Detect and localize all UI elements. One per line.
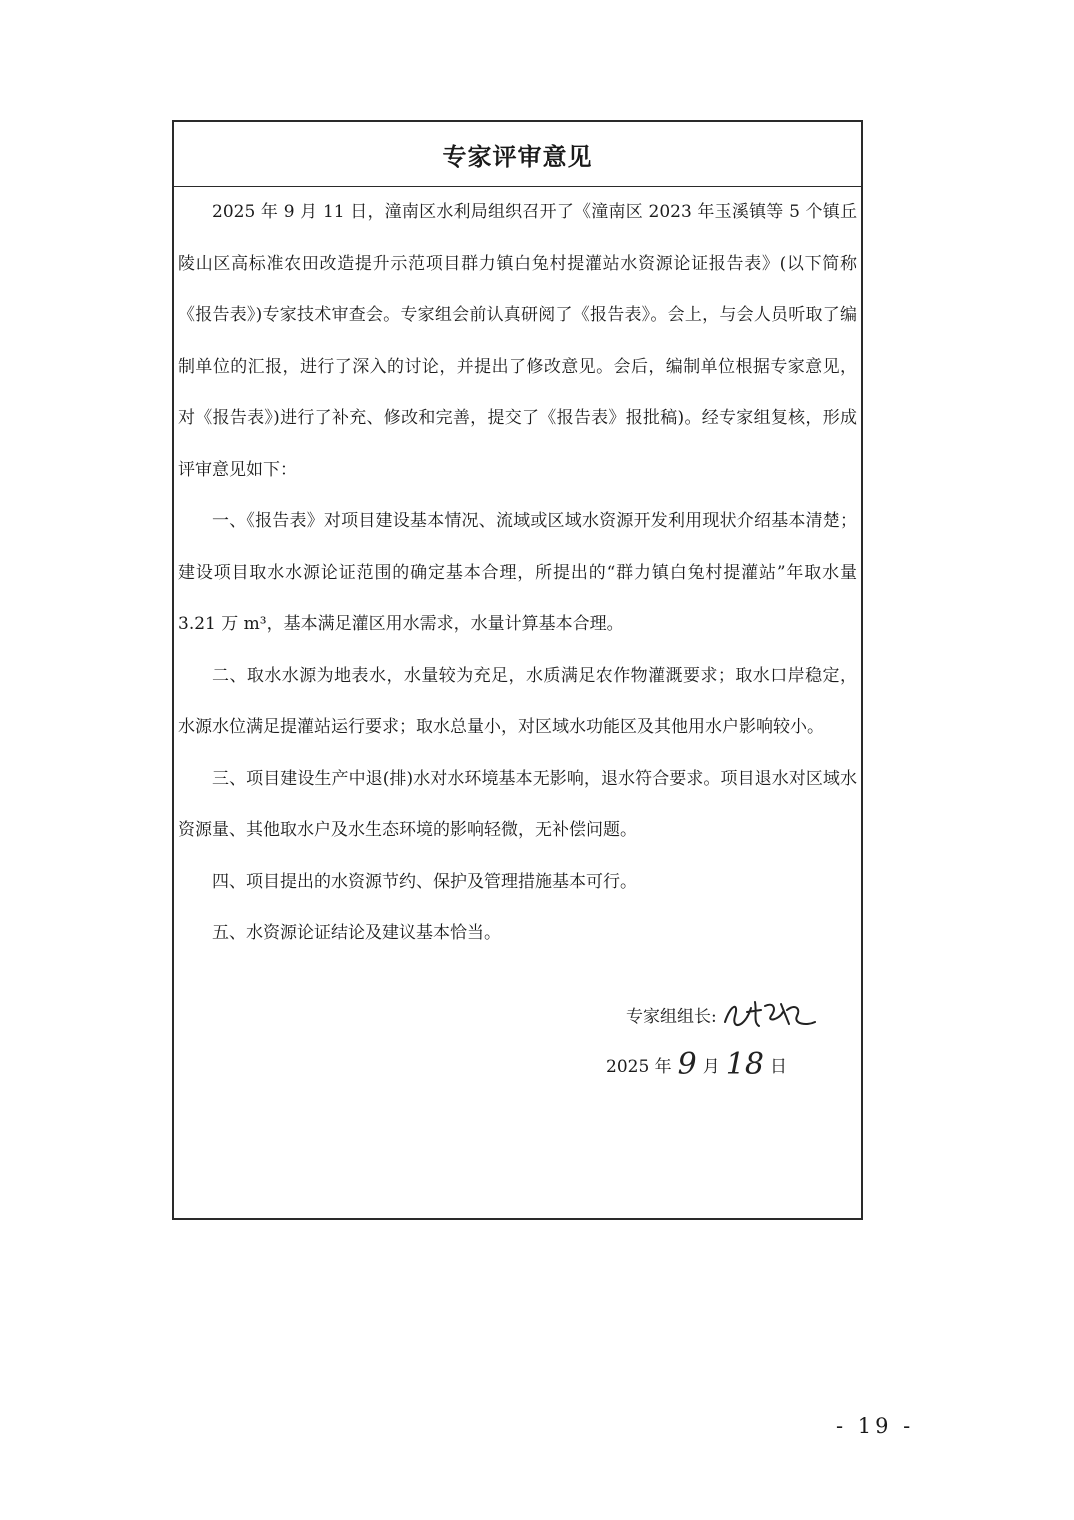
handwritten-signature <box>721 994 817 1034</box>
paragraph-opinion-5: 五、水资源论证结论及建议基本恰当。 <box>212 923 501 943</box>
title-row <box>174 122 861 187</box>
paragraph-opinion-3: 三、项目建设生产中退(排)水对水环境基本无影响，退水符合要求。项目退水对区域水资源量、其他取水户及水生态环境的影响轻微，无补偿问题。 <box>178 768 857 840</box>
date-month-handwritten: 9 <box>677 1046 697 1082</box>
document-title: 专家评审意见 <box>442 142 593 171</box>
date-day-handwritten: 18 <box>725 1046 764 1082</box>
paragraph-intro: 2025 年 9 月 11 日，潼南区水利局组织召开了《潼南区 2023 年玉溪镇等 5 个镇丘陵山区高标准农田改造提升示范项目群力镇白兔村提灌站水资源论证报告表》(以下简称《报告表》)专家技术审查会。专家组会前认真研阅了《报告表》。会上，与会人员听取了编制单位的汇报，进行了深入的讨论，并提出了修改意见。会后，编制单位根据专家意见，对《报告表》)进行了补充、修改和完善，提交了《报告表》报批稿)。经专家组复核，形成评审意见如下： <box>178 202 857 480</box>
page-number: - 19 - <box>836 1414 915 1438</box>
date-line <box>606 1040 787 1088</box>
paragraph-opinion-2: 二、取水水源为地表水，水量较为充足，水质满足农作物灌溉要求；取水口岸稳定，水源水位满足提灌站运行要求；取水总量小，对区域水功能区及其他用水户影响较小。 <box>178 665 857 737</box>
date-day-unit: 日 <box>769 1056 787 1077</box>
paragraph-opinion-4: 四、项目提出的水资源节约、保护及管理措施基本可行。 <box>212 871 637 892</box>
signature-block <box>626 992 817 1036</box>
paragraph-opinion-1: 一、《报告表》对项目建设基本情况、流域或区域水资源开发利用现状介绍基本清楚；建设项目取水水源论证范围的确定基本合理，所提出的“群力镇白兔村提灌站”年取水量 3.21 万 m³，基本满足灌区用水需求，水量计算基本合理。 <box>178 511 857 634</box>
signature-label: 专家组组长: <box>626 1006 717 1027</box>
review-body <box>174 187 861 960</box>
date-year: 2025 年 <box>606 1056 672 1077</box>
date-month-unit: 月 <box>702 1056 720 1077</box>
review-form-frame <box>172 120 863 1220</box>
